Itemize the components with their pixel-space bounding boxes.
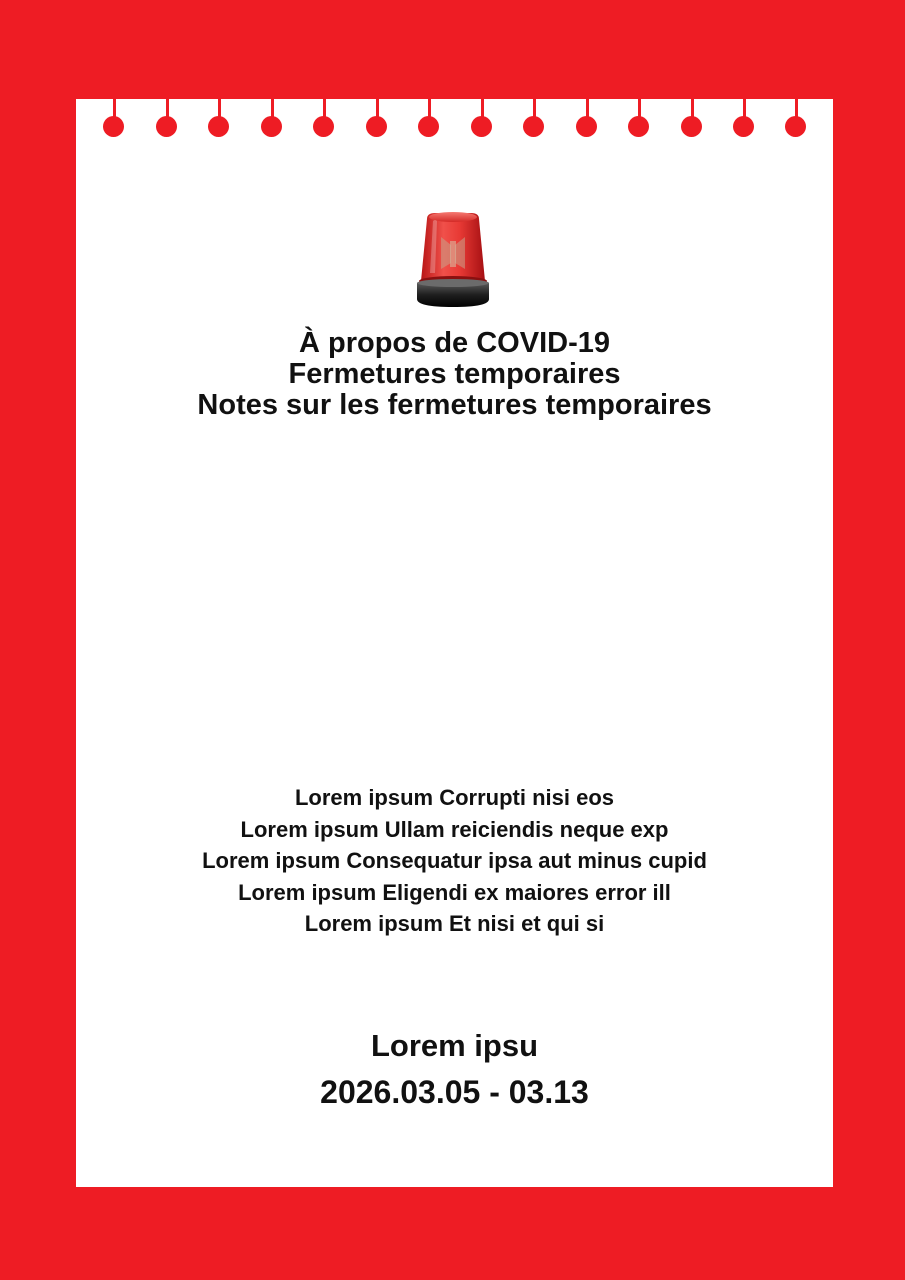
binder-ring	[208, 99, 230, 139]
footer-label: Lorem ipsu	[370, 1028, 539, 1063]
body-line: Lorem ipsum Ullam reiciendis neque exp	[240, 816, 669, 842]
binder-ring	[471, 99, 493, 139]
police-siren-icon	[413, 211, 493, 311]
body-line: Lorem ipsum Eligendi ex maiores error ill	[238, 879, 671, 905]
binder-ring	[103, 99, 125, 139]
binder-ring	[733, 99, 755, 139]
notice-body	[76, 782, 833, 940]
binder-ring	[628, 99, 650, 139]
binder-ring	[313, 99, 335, 139]
binder-ring	[156, 99, 178, 139]
title-line: À propos de COVID-19	[299, 327, 610, 359]
binder-ring	[785, 99, 807, 139]
binder-ring	[523, 99, 545, 139]
subtitle-line: Fermetures temporaires	[288, 358, 621, 390]
body-line: Lorem ipsum Et nisi et qui si	[304, 911, 605, 936]
binder-ring	[576, 99, 598, 139]
notice-title-block	[76, 328, 833, 421]
binder-ring	[681, 99, 703, 139]
binder-ring	[261, 99, 283, 139]
binder-ring	[418, 99, 440, 139]
subtitle-line: Notes sur les fermetures temporaires	[197, 389, 712, 421]
binder-ring	[366, 99, 388, 139]
binder-rings	[76, 99, 833, 149]
closure-date-range: 2026.03.05 - 03.13	[320, 1074, 589, 1110]
body-line: Lorem ipsum Corrupti nisi eos	[294, 785, 615, 810]
body-line: Lorem ipsum Consequatur ipsa aut minus cupid	[202, 848, 707, 873]
notice-paper	[76, 99, 833, 1187]
